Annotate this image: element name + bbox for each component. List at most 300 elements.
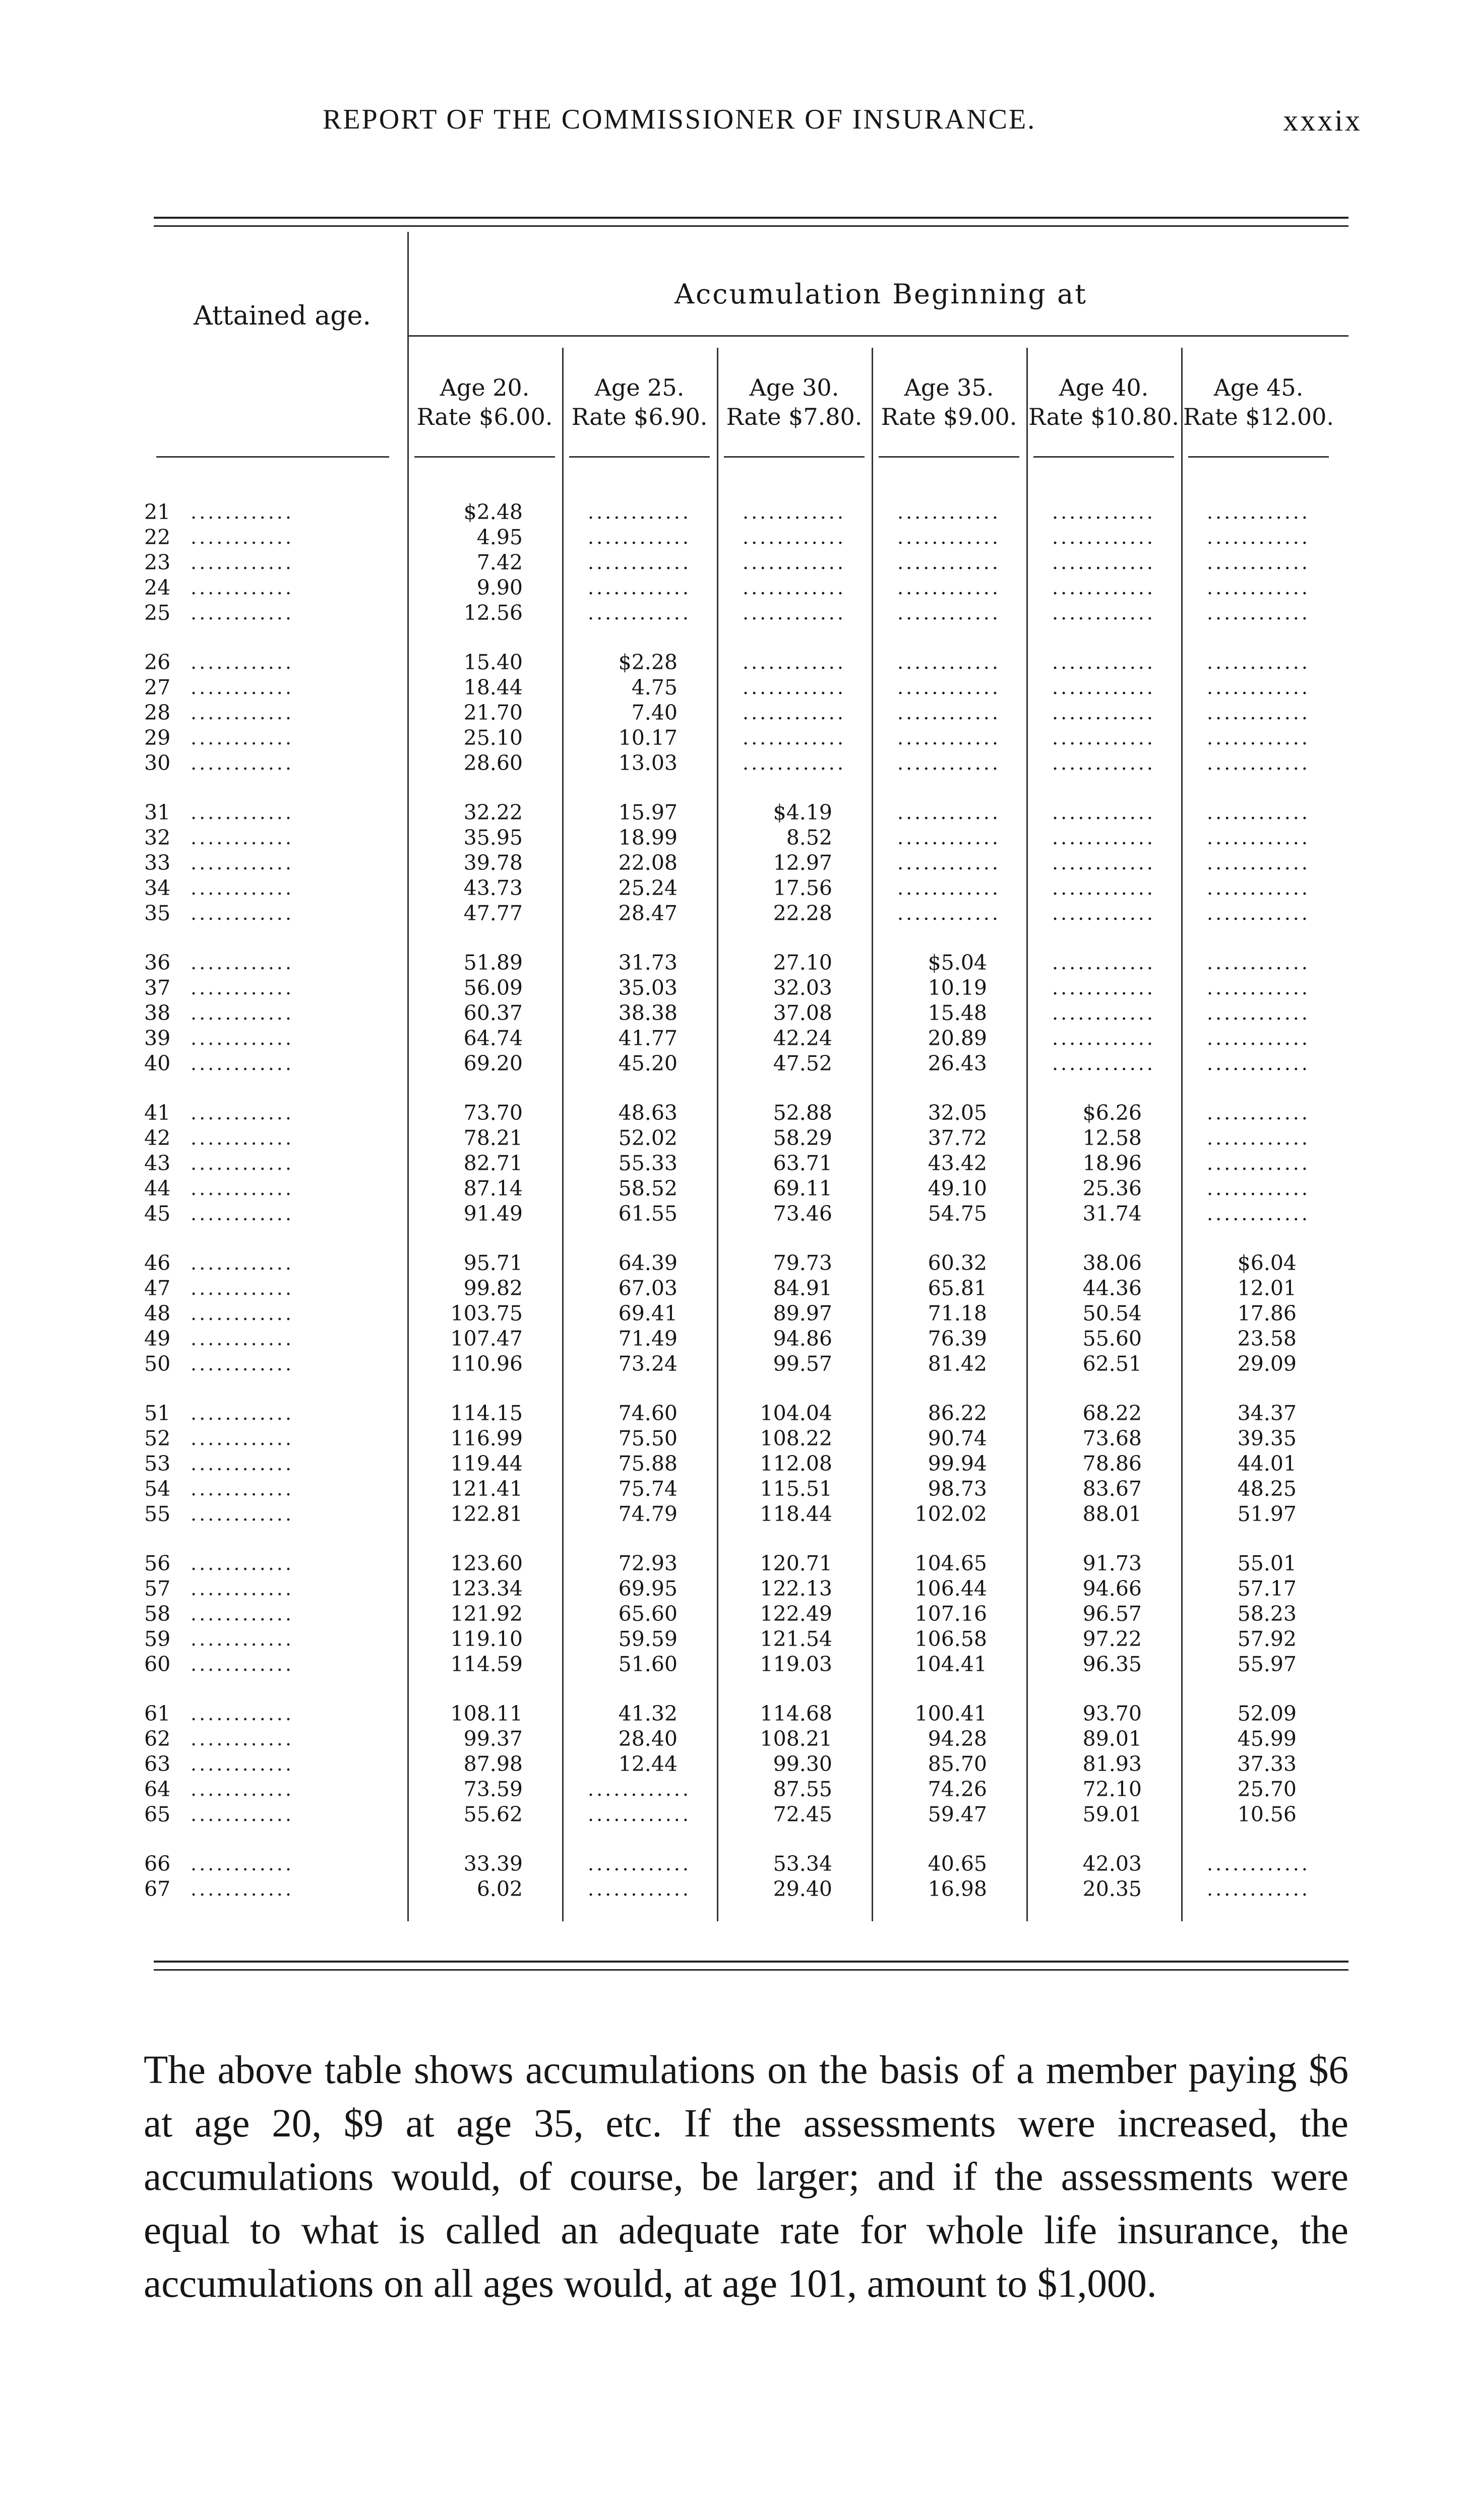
table-row — [0, 1726, 1472, 1752]
dot-leader: ............ — [191, 1653, 294, 1675]
dot-leader: ............ — [191, 577, 294, 599]
table-row — [0, 1626, 1472, 1653]
attained-age-cell: 33 — [144, 851, 171, 875]
stub-header-rule — [156, 456, 389, 458]
empty-cell: ............ — [1052, 727, 1155, 749]
value-cell: 73.59 — [463, 1777, 523, 1801]
attained-age-cell: 55 — [144, 1502, 171, 1526]
value-cell: 55.97 — [1237, 1652, 1297, 1676]
value-cell: 29.40 — [773, 1877, 832, 1901]
value-cell: 6.02 — [476, 1877, 523, 1901]
table-row — [0, 1476, 1472, 1502]
value-cell: 75.50 — [618, 1426, 678, 1451]
value-cell: 94.66 — [1082, 1577, 1142, 1601]
value-cell: 63.71 — [773, 1151, 832, 1175]
dot-leader: ............ — [191, 1427, 294, 1450]
value-cell: 122.13 — [760, 1577, 832, 1601]
dot-leader: ............ — [191, 676, 294, 699]
column-header-rate: Rate $12.00. — [1183, 403, 1334, 430]
value-cell: 25.10 — [463, 726, 523, 750]
column-header-age: Age 35. — [904, 374, 994, 401]
dot-leader: ............ — [191, 1478, 294, 1500]
value-cell: 69.11 — [773, 1176, 832, 1201]
dot-leader: ............ — [191, 1252, 294, 1274]
column-header — [872, 373, 1026, 431]
value-cell: 20.35 — [1082, 1877, 1142, 1901]
value-cell: 21.70 — [463, 701, 523, 725]
value-cell: 116.99 — [450, 1426, 523, 1451]
attained-age-cell: 61 — [144, 1702, 171, 1726]
empty-cell: ............ — [897, 526, 1001, 548]
value-cell: 25.36 — [1082, 1176, 1142, 1201]
table-row — [0, 1851, 1472, 1877]
attained-age-cell: 24 — [144, 576, 171, 600]
empty-cell: ............ — [1052, 752, 1155, 774]
value-cell: 52.09 — [1237, 1702, 1297, 1726]
dot-leader: ............ — [191, 651, 294, 673]
attained-age-cell: 28 — [144, 701, 171, 725]
empty-cell: ............ — [897, 602, 1001, 624]
value-cell: 97.22 — [1082, 1627, 1142, 1651]
value-cell: 96.35 — [1082, 1652, 1142, 1676]
dot-leader: ............ — [191, 727, 294, 749]
value-cell: $6.26 — [1082, 1101, 1142, 1125]
value-cell: 122.49 — [760, 1602, 832, 1626]
empty-cell: ............ — [1207, 1127, 1310, 1149]
value-cell: 120.71 — [760, 1551, 832, 1576]
spanner-rule — [407, 335, 1348, 337]
value-cell: 32.22 — [463, 800, 523, 825]
empty-cell: ............ — [897, 676, 1001, 699]
value-cell: 55.60 — [1082, 1327, 1142, 1351]
table-row — [0, 700, 1472, 726]
attained-age-cell: 41 — [144, 1101, 171, 1125]
table-row — [0, 1000, 1472, 1027]
empty-cell: ............ — [743, 651, 846, 673]
value-cell: 48.63 — [618, 1101, 678, 1125]
attained-age-cell: 66 — [144, 1852, 171, 1876]
value-cell: 114.68 — [760, 1702, 832, 1726]
value-cell: 12.56 — [463, 601, 523, 625]
column-header-rule — [879, 456, 1019, 458]
value-cell: 48.25 — [1237, 1477, 1297, 1501]
value-cell: 55.01 — [1237, 1551, 1297, 1576]
dot-leader: ............ — [191, 526, 294, 548]
empty-cell: ............ — [743, 501, 846, 523]
column-header-rate: Rate $9.00. — [881, 403, 1017, 430]
empty-cell: ............ — [1207, 827, 1310, 849]
empty-cell: ............ — [1207, 1853, 1310, 1875]
value-cell: 93.70 — [1082, 1702, 1142, 1726]
empty-cell: ............ — [897, 902, 1001, 924]
value-cell: 23.58 — [1237, 1327, 1297, 1351]
table-bottom-rule — [154, 1961, 1348, 1963]
column-header-age: Age 30. — [749, 374, 839, 401]
dot-leader: ............ — [191, 1177, 294, 1200]
attained-age-cell: 49 — [144, 1327, 171, 1351]
column-header-rate: Rate $6.90. — [571, 403, 708, 430]
column-header — [407, 373, 562, 431]
dot-leader: ............ — [191, 1503, 294, 1525]
attained-age-cell: 42 — [144, 1126, 171, 1150]
dot-leader: ............ — [191, 1127, 294, 1149]
value-cell: 82.71 — [463, 1151, 523, 1175]
value-cell: 31.74 — [1082, 1202, 1142, 1226]
column-header — [1181, 373, 1336, 431]
value-cell: 31.73 — [618, 951, 678, 975]
value-cell: 12.44 — [618, 1752, 678, 1776]
table-row — [0, 900, 1472, 927]
table-row — [0, 1100, 1472, 1126]
empty-cell: ............ — [897, 877, 1001, 899]
attained-age-cell: 46 — [144, 1251, 171, 1275]
value-cell: 119.44 — [450, 1452, 523, 1476]
attained-age-cell: 37 — [144, 976, 171, 1000]
attained-age-cell: 47 — [144, 1276, 171, 1300]
value-cell: 108.11 — [450, 1702, 523, 1726]
value-cell: 4.95 — [476, 525, 523, 549]
empty-cell: ............ — [1207, 952, 1310, 974]
value-cell: $2.48 — [463, 500, 523, 524]
value-cell: 42.03 — [1082, 1852, 1142, 1876]
value-cell: 29.09 — [1237, 1352, 1297, 1376]
value-cell: 12.01 — [1237, 1276, 1297, 1300]
attained-age-cell: 59 — [144, 1627, 171, 1651]
value-cell: 13.03 — [618, 751, 678, 775]
empty-cell: ............ — [1207, 977, 1310, 999]
attained-age-cell: 27 — [144, 675, 171, 700]
attained-age-cell: 39 — [144, 1026, 171, 1050]
table-row — [0, 725, 1472, 751]
empty-cell: ............ — [897, 727, 1001, 749]
value-cell: 58.52 — [618, 1176, 678, 1201]
attained-age-cell: 44 — [144, 1176, 171, 1201]
dot-leader: ............ — [191, 1328, 294, 1350]
value-cell: 58.23 — [1237, 1602, 1297, 1626]
table-row — [0, 1050, 1472, 1077]
value-cell: 26.43 — [928, 1051, 987, 1076]
explanatory-paragraph: The above table shows accumulations on the basis of a member paying $6 at age 20, $9 at age 35, etc. If the assessments were increased, the accumulations would, of course, be larger; and if the assessments were equal to what is called an adequate rate for whole life insurance, the accumulations on all ages would, at age 101, amount to $1,000. — [144, 2048, 1348, 2306]
table-row — [0, 1300, 1472, 1327]
value-cell: 75.74 — [618, 1477, 678, 1501]
table-row — [0, 1326, 1472, 1352]
attained-age-cell: 31 — [144, 800, 171, 825]
value-cell: 35.03 — [618, 976, 678, 1000]
value-cell: 123.34 — [450, 1577, 523, 1601]
empty-cell: ............ — [588, 551, 691, 574]
dot-leader: ............ — [191, 801, 294, 824]
empty-cell: ............ — [1207, 501, 1310, 523]
value-cell: 16.98 — [928, 1877, 987, 1901]
dot-leader: ............ — [191, 1402, 294, 1424]
empty-cell: ............ — [1207, 577, 1310, 599]
table-row — [0, 1876, 1472, 1903]
value-cell: 72.45 — [773, 1802, 832, 1826]
empty-cell: ............ — [897, 801, 1001, 824]
value-cell: 94.28 — [928, 1727, 987, 1751]
value-cell: 114.15 — [450, 1401, 523, 1425]
value-cell: 22.08 — [618, 851, 678, 875]
table-row — [0, 1150, 1472, 1177]
empty-cell: ............ — [743, 526, 846, 548]
value-cell: 64.39 — [618, 1251, 678, 1275]
value-cell: 43.73 — [463, 876, 523, 900]
empty-cell: ............ — [1052, 577, 1155, 599]
value-cell: 73.46 — [773, 1202, 832, 1226]
empty-cell: ............ — [897, 852, 1001, 874]
attained-age-cell: 52 — [144, 1426, 171, 1451]
table-row — [0, 975, 1472, 1001]
attained-age-cell: 23 — [144, 550, 171, 575]
empty-cell: ............ — [743, 676, 846, 699]
table-row — [0, 799, 1472, 826]
table-row — [0, 649, 1472, 676]
empty-cell: ............ — [1207, 902, 1310, 924]
table-row — [0, 1201, 1472, 1227]
value-cell: 108.21 — [760, 1727, 832, 1751]
value-cell: 91.73 — [1082, 1551, 1142, 1576]
value-cell: 108.22 — [760, 1426, 832, 1451]
empty-cell: ............ — [897, 551, 1001, 574]
empty-cell: ............ — [588, 577, 691, 599]
value-cell: 91.49 — [463, 1202, 523, 1226]
value-cell: 87.14 — [463, 1176, 523, 1201]
value-cell: 87.55 — [773, 1777, 832, 1801]
dot-leader: ............ — [191, 501, 294, 523]
empty-cell: ............ — [743, 577, 846, 599]
empty-cell: ............ — [743, 702, 846, 724]
dot-leader: ............ — [191, 1152, 294, 1174]
value-cell: 57.92 — [1237, 1627, 1297, 1651]
empty-cell: ............ — [1052, 1052, 1155, 1075]
value-cell: 45.20 — [618, 1051, 678, 1076]
empty-cell: ............ — [1052, 827, 1155, 849]
value-cell: 65.60 — [618, 1602, 678, 1626]
value-cell: 10.17 — [618, 726, 678, 750]
value-cell: 27.10 — [773, 951, 832, 975]
table-row — [0, 750, 1472, 777]
empty-cell: ............ — [1207, 1002, 1310, 1024]
empty-cell: ............ — [1207, 1027, 1310, 1049]
value-cell: 37.72 — [928, 1126, 987, 1150]
table-top-rule-inner — [154, 225, 1348, 227]
value-cell: 50.54 — [1082, 1301, 1142, 1326]
attained-age-cell: 54 — [144, 1477, 171, 1501]
value-cell: 45.99 — [1237, 1727, 1297, 1751]
table-row — [0, 1025, 1472, 1052]
attained-age-cell: 45 — [144, 1202, 171, 1226]
value-cell: 62.51 — [1082, 1352, 1142, 1376]
dot-leader: ............ — [191, 1552, 294, 1574]
value-cell: 51.89 — [463, 951, 523, 975]
empty-cell: ............ — [588, 1778, 691, 1800]
value-cell: 38.06 — [1082, 1251, 1142, 1275]
value-cell: 89.97 — [773, 1301, 832, 1326]
value-cell: 106.58 — [914, 1627, 987, 1651]
value-cell: 100.41 — [914, 1702, 987, 1726]
value-cell: 98.73 — [928, 1477, 987, 1501]
dot-leader: ............ — [191, 952, 294, 974]
attained-age-cell: 53 — [144, 1452, 171, 1476]
table-row — [0, 875, 1472, 902]
value-cell: 12.97 — [773, 851, 832, 875]
dot-leader: ............ — [191, 752, 294, 774]
column-header — [717, 373, 872, 431]
value-cell: 25.24 — [618, 876, 678, 900]
table-row — [0, 1125, 1472, 1152]
value-cell: 81.93 — [1082, 1752, 1142, 1776]
dot-leader: ............ — [191, 1002, 294, 1024]
dot-leader: ............ — [191, 1728, 294, 1750]
dot-leader: ............ — [191, 1803, 294, 1825]
table-row — [0, 524, 1472, 551]
value-cell: 57.17 — [1237, 1577, 1297, 1601]
value-cell: 28.60 — [463, 751, 523, 775]
empty-cell: ............ — [1207, 702, 1310, 724]
empty-cell: ............ — [897, 752, 1001, 774]
value-cell: 71.49 — [618, 1327, 678, 1351]
empty-cell: ............ — [1207, 852, 1310, 874]
value-cell: 121.54 — [760, 1627, 832, 1651]
column-header-age: Age 25. — [594, 374, 685, 401]
empty-cell: ............ — [1052, 977, 1155, 999]
value-cell: 104.04 — [760, 1401, 832, 1425]
table-row — [0, 575, 1472, 601]
value-cell: 17.56 — [773, 876, 832, 900]
empty-cell: ............ — [1052, 501, 1155, 523]
empty-cell: ............ — [1207, 727, 1310, 749]
table-row — [0, 950, 1472, 976]
value-cell: 107.16 — [914, 1602, 987, 1626]
value-cell: 119.03 — [760, 1652, 832, 1676]
value-cell: 7.40 — [631, 701, 678, 725]
value-cell: $6.04 — [1237, 1251, 1297, 1275]
empty-cell: ............ — [1052, 676, 1155, 699]
value-cell: 41.77 — [618, 1026, 678, 1050]
value-cell: 43.42 — [928, 1151, 987, 1175]
value-cell: 81.42 — [928, 1352, 987, 1376]
empty-cell: ............ — [897, 827, 1001, 849]
empty-cell: ............ — [1207, 1177, 1310, 1200]
empty-cell: ............ — [1052, 902, 1155, 924]
table-row — [0, 825, 1472, 851]
table-row — [0, 1751, 1472, 1778]
dot-leader: ............ — [191, 1878, 294, 1900]
empty-cell: ............ — [1207, 752, 1310, 774]
value-cell: 107.47 — [450, 1327, 523, 1351]
table-row — [0, 1801, 1472, 1828]
value-cell: 103.75 — [450, 1301, 523, 1326]
value-cell: 104.41 — [914, 1652, 987, 1676]
value-cell: 42.24 — [773, 1026, 832, 1050]
value-cell: 25.70 — [1237, 1777, 1297, 1801]
column-header-rule — [1033, 456, 1174, 458]
empty-cell: ............ — [897, 702, 1001, 724]
value-cell: 17.86 — [1237, 1301, 1297, 1326]
attained-age-cell: 62 — [144, 1727, 171, 1751]
empty-cell: ............ — [588, 602, 691, 624]
attained-age-cell: 48 — [144, 1301, 171, 1326]
value-cell: 60.37 — [463, 1001, 523, 1025]
attained-age-cell: 32 — [144, 826, 171, 850]
empty-cell: ............ — [1207, 1052, 1310, 1075]
empty-cell: ............ — [1052, 702, 1155, 724]
value-cell: 73.70 — [463, 1101, 523, 1125]
column-header-rate: Rate $7.80. — [726, 403, 863, 430]
empty-cell: ............ — [1207, 801, 1310, 824]
value-cell: 89.01 — [1082, 1727, 1142, 1751]
value-cell: 99.30 — [773, 1752, 832, 1776]
value-cell: 55.62 — [463, 1802, 523, 1826]
empty-cell: ............ — [1207, 651, 1310, 673]
table-row — [0, 600, 1472, 626]
page-number: xxxix — [1283, 104, 1362, 137]
value-cell: 65.81 — [928, 1276, 987, 1300]
value-cell: 38.38 — [618, 1001, 678, 1025]
empty-cell: ............ — [1052, 1002, 1155, 1024]
value-cell: 56.09 — [463, 976, 523, 1000]
value-cell: 22.28 — [773, 901, 832, 925]
dot-leader: ............ — [191, 551, 294, 574]
value-cell: 51.60 — [618, 1652, 678, 1676]
value-cell: 37.33 — [1237, 1752, 1297, 1776]
value-cell: 112.08 — [760, 1452, 832, 1476]
table-row — [0, 1400, 1472, 1427]
dot-leader: ............ — [191, 1277, 294, 1299]
value-cell: 32.05 — [928, 1101, 987, 1125]
attained-age-cell: 25 — [144, 601, 171, 625]
value-cell: 20.89 — [928, 1026, 987, 1050]
value-cell: 8.52 — [786, 826, 832, 850]
value-cell: 104.65 — [914, 1551, 987, 1576]
spanner-header: Accumulation Beginning at — [674, 278, 1087, 310]
value-cell: 44.36 — [1082, 1276, 1142, 1300]
value-cell: 59.47 — [928, 1802, 987, 1826]
table-bottom-rule-inner — [154, 1969, 1348, 1971]
value-cell: 78.21 — [463, 1126, 523, 1150]
value-cell: 18.99 — [618, 826, 678, 850]
value-cell: 32.03 — [773, 976, 832, 1000]
empty-cell: ............ — [897, 501, 1001, 523]
attained-age-cell: 67 — [144, 1877, 171, 1901]
empty-cell: ............ — [1052, 877, 1155, 899]
attained-age-cell: 57 — [144, 1577, 171, 1601]
value-cell: 74.79 — [618, 1502, 678, 1526]
empty-cell: ............ — [588, 1803, 691, 1825]
value-cell: 73.24 — [618, 1352, 678, 1376]
table-row — [0, 499, 1472, 526]
empty-cell: ............ — [1207, 1878, 1310, 1900]
value-cell: 78.86 — [1082, 1452, 1142, 1476]
dot-leader: ............ — [191, 1052, 294, 1075]
attained-age-cell: 64 — [144, 1777, 171, 1801]
value-cell: 33.39 — [463, 1852, 523, 1876]
column-header-rate: Rate $10.80. — [1028, 403, 1180, 430]
empty-cell: ............ — [1207, 602, 1310, 624]
value-cell: 69.20 — [463, 1051, 523, 1076]
table-row — [0, 1601, 1472, 1627]
table-row — [0, 1175, 1472, 1202]
value-cell: 58.29 — [773, 1126, 832, 1150]
column-header — [562, 373, 717, 431]
empty-cell: ............ — [588, 1853, 691, 1875]
dot-leader: ............ — [191, 602, 294, 624]
column-header-age: Age 20. — [440, 374, 530, 401]
dot-leader: ............ — [191, 1628, 294, 1650]
value-cell: 15.97 — [618, 800, 678, 825]
table-top-rule — [154, 217, 1348, 219]
empty-cell: ............ — [1207, 1102, 1310, 1124]
